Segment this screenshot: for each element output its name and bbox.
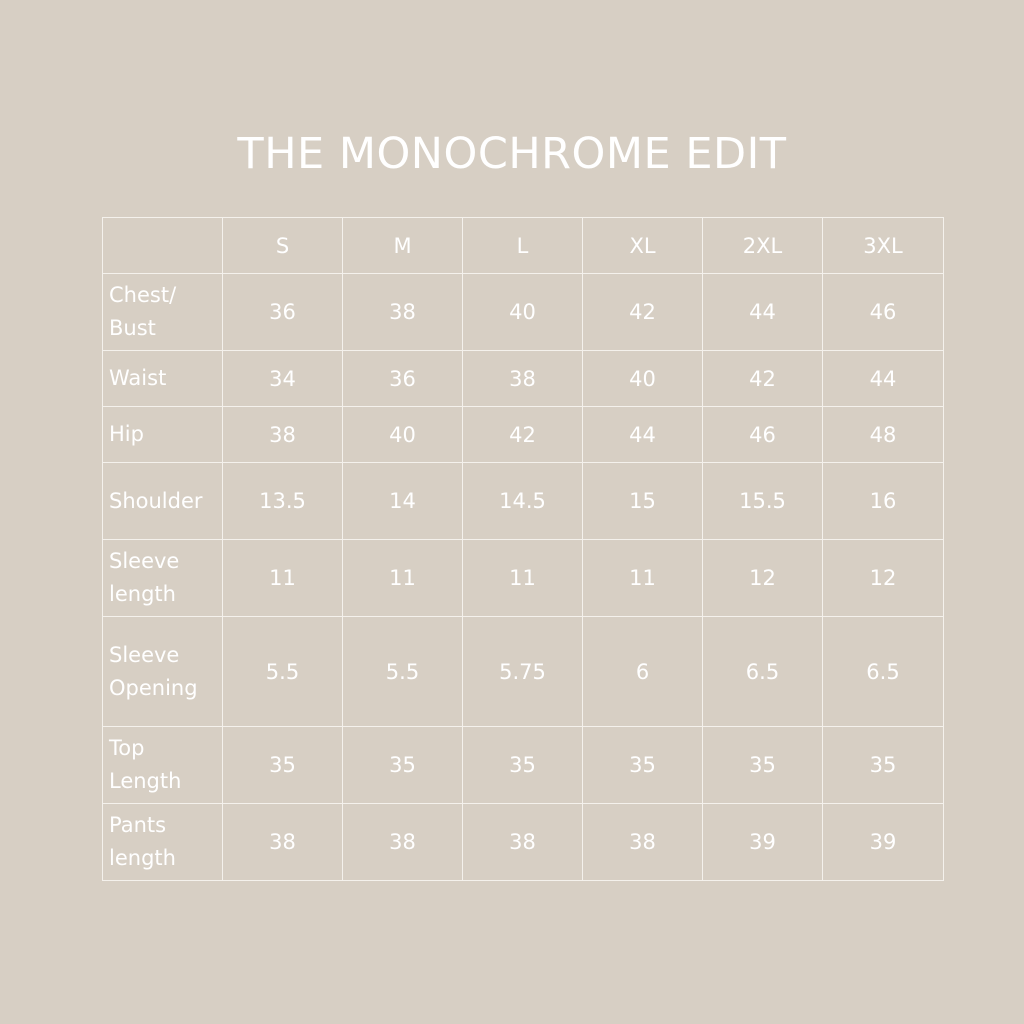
size-header-xl: XL [583,218,703,274]
table-cell: 15 [583,463,703,540]
table-cell: 5.5 [223,617,343,727]
table-cell: 38 [343,274,463,351]
size-header-3xl: 3XL [823,218,944,274]
page-title: THE MONOCHROME EDIT [237,129,787,179]
table-row [103,407,944,463]
table-cell: 38 [223,407,343,463]
table-cell: 11 [583,540,703,617]
table-cell: 44 [583,407,703,463]
table-cell: 39 [823,804,944,881]
table-cell: 35 [343,727,463,804]
size-chart-table [102,217,944,881]
table-cell: 40 [463,274,583,351]
table-cell: 36 [223,274,343,351]
table-cell: 11 [343,540,463,617]
table-cell: 6 [583,617,703,727]
table-cell: 34 [223,351,343,407]
table-cell: 11 [223,540,343,617]
corner-cell [103,218,223,274]
table-cell: 12 [823,540,944,617]
row-label: Chest/ Bust [103,274,223,351]
table-cell: 35 [463,727,583,804]
table-cell: 44 [823,351,944,407]
table-row [103,804,944,881]
table-row [103,540,944,617]
table-cell: 38 [343,804,463,881]
table-cell: 40 [583,351,703,407]
table-cell: 6.5 [703,617,823,727]
size-header-m: M [343,218,463,274]
size-header-s: S [223,218,343,274]
table-cell: 14.5 [463,463,583,540]
row-label: Sleeve length [103,540,223,617]
table-row [103,274,944,351]
table-cell: 14 [343,463,463,540]
table-cell: 5.5 [343,617,463,727]
table-row [103,463,944,540]
table-cell: 40 [343,407,463,463]
table-cell: 38 [463,351,583,407]
table-cell: 36 [343,351,463,407]
table-row [103,727,944,804]
table-cell: 39 [703,804,823,881]
table-cell: 11 [463,540,583,617]
row-label: Waist [103,351,223,407]
size-header-2xl: 2XL [703,218,823,274]
row-label: Pants length [103,804,223,881]
table-cell: 35 [583,727,703,804]
table-cell: 35 [823,727,944,804]
table-cell: 42 [463,407,583,463]
table-cell: 6.5 [823,617,944,727]
table-cell: 42 [703,351,823,407]
table-cell: 15.5 [703,463,823,540]
row-label: Shoulder [103,463,223,540]
table-cell: 38 [583,804,703,881]
table-cell: 46 [823,274,944,351]
row-label: Sleeve Opening [103,617,223,727]
row-label: Top Length [103,727,223,804]
table-cell: 13.5 [223,463,343,540]
row-label: Hip [103,407,223,463]
table-cell: 42 [583,274,703,351]
table-cell: 5.75 [463,617,583,727]
table-cell: 38 [463,804,583,881]
table-cell: 38 [223,804,343,881]
header-row [103,218,944,274]
size-header-l: L [463,218,583,274]
table-cell: 35 [223,727,343,804]
table-row [103,351,944,407]
table-cell: 35 [703,727,823,804]
table-cell: 48 [823,407,944,463]
table-cell: 12 [703,540,823,617]
table-cell: 46 [703,407,823,463]
table-row [103,617,944,727]
table-cell: 16 [823,463,944,540]
table-cell: 44 [703,274,823,351]
